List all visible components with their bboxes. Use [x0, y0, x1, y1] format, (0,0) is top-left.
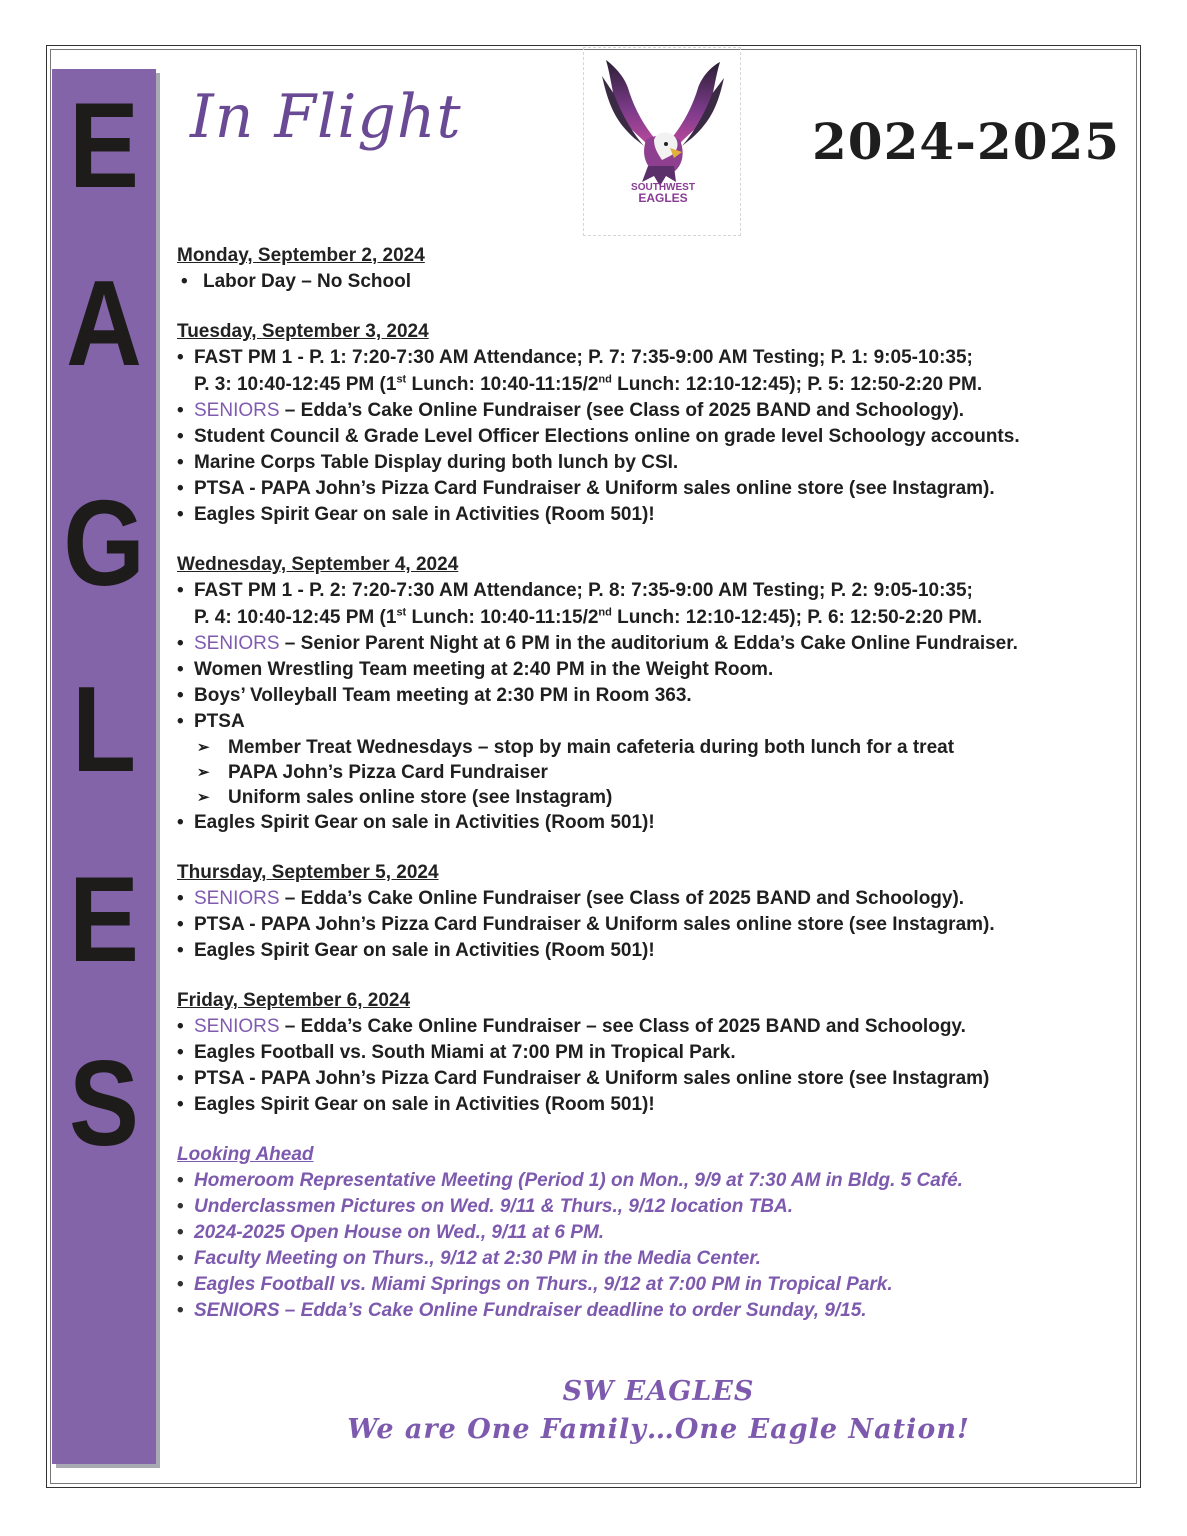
bullet-icon: •	[177, 504, 184, 525]
logo-frame	[583, 47, 741, 236]
eagle-logo-icon	[584, 48, 740, 235]
seniors-tag: SENIORS	[194, 1016, 280, 1037]
day-heading: Monday, September 2, 2024	[177, 245, 425, 266]
day-heading: Tuesday, September 3, 2024	[177, 321, 429, 342]
footer-title: SW EAGLES	[562, 1376, 755, 1407]
list-item: • Eagles Spirit Gear on sale in Activities (Room 501)!	[177, 938, 1127, 964]
list-item: • SENIORS – Edda’s Cake Online Fundraiser – see Class of 2025 BAND and Schoology.	[177, 1014, 1127, 1040]
list-item: • 2024-2025 Open House on Wed., 9/11 at 6 PM.	[177, 1220, 1127, 1246]
list-item: • PTSA - PAPA John’s Pizza Card Fundraiser & Uniform sales online store (see Instagram).	[177, 476, 1127, 502]
bullet-icon: •	[177, 1274, 184, 1295]
bullet-icon: •	[177, 1196, 184, 1217]
bullet-icon: •	[177, 1222, 184, 1243]
side-letter-s: S	[69, 1035, 139, 1171]
list-item: • PTSA	[177, 709, 1127, 735]
bullet-icon: •	[177, 711, 184, 732]
bullet-icon: •	[177, 1300, 184, 1321]
sub-list-item: ➢ Member Treat Wednesdays – stop by main cafeteria during both lunch for a treat	[197, 737, 955, 758]
bullet-icon: •	[177, 426, 184, 447]
list-item: • PTSA - PAPA John’s Pizza Card Fundraiser & Uniform sales online store (see Instagram)	[177, 1066, 1127, 1092]
bullet-icon: •	[177, 633, 184, 654]
logo-text-southwest: SOUTHWEST	[631, 182, 695, 193]
seniors-tag: SENIORS	[194, 633, 280, 654]
day-heading: Thursday, September 5, 2024	[177, 862, 439, 883]
day-monday	[177, 243, 1127, 295]
bullet-icon: •	[177, 685, 184, 706]
side-letter-a: A	[66, 255, 142, 391]
bullet-icon: •	[181, 271, 188, 292]
list-item: • Student Council & Grade Level Officer Elections online on grade level Schoology accounts.	[177, 424, 1127, 450]
list-item: • Eagles Spirit Gear on sale in Activities (Room 501)!	[177, 810, 1127, 836]
list-item: • Women Wrestling Team meeting at 2:40 PM in the Weight Room.	[177, 657, 1127, 683]
list-item: • Marine Corps Table Display during both lunch by CSI.	[177, 450, 1127, 476]
side-letter-e: E	[69, 851, 139, 987]
list-item: • Eagles Football vs. Miami Springs on Thurs., 9/12 at 7:00 PM in Tropical Park.	[177, 1272, 1127, 1298]
list-item: • Eagles Spirit Gear on sale in Activities (Room 501)!	[177, 502, 1127, 528]
seniors-tag: SENIORS	[194, 400, 280, 421]
bullet-icon: •	[177, 580, 184, 601]
list-item: • SENIORS – Edda’s Cake Online Fundraiser (see Class of 2025 BAND and Schoology).	[177, 398, 1127, 424]
day-wednesday	[177, 552, 1127, 836]
bullet-icon: •	[177, 1170, 184, 1191]
list-item-continuation: P. 4: 10:40-12:45 PM (1st Lunch: 10:40-11:15/2nd Lunch: 12:10-12:45); P. 6: 12:50-2:20 PM.	[194, 606, 983, 628]
bullet-icon: •	[177, 1094, 184, 1115]
sub-list-item: ➢ Uniform sales online store (see Instagram)	[197, 787, 613, 808]
list-item: • Labor Day – No School	[177, 269, 1127, 295]
day-heading: Friday, September 6, 2024	[177, 990, 411, 1011]
side-letter-e: E	[69, 77, 139, 213]
arrow-bullet-icon: ➢	[197, 739, 210, 756]
bullet-icon: •	[177, 1042, 184, 1063]
day-thursday	[177, 860, 1127, 964]
bullet-icon: •	[177, 659, 184, 680]
announcements	[177, 243, 1127, 1348]
side-letter-g: G	[63, 475, 145, 611]
footer-slogan: We are One Family…One Eagle Nation!	[347, 1414, 970, 1445]
bullet-icon: •	[177, 452, 184, 473]
logo-text-eagles: EAGLES	[638, 191, 688, 205]
list-item: • Homeroom Representative Meeting (Period 1) on Mon., 9/9 at 7:30 AM in Bldg. 5 Café.	[177, 1168, 1127, 1194]
looking-ahead	[177, 1142, 1127, 1324]
looking-ahead-heading: Looking Ahead	[177, 1144, 314, 1165]
day-friday	[177, 988, 1127, 1118]
list-item: • SENIORS – Senior Parent Night at 6 PM in the auditorium & Edda’s Cake Online Fundraiser.	[177, 631, 1127, 657]
day-tuesday	[177, 319, 1127, 528]
side-letter-l: L	[71, 661, 137, 797]
list-item: • PTSA - PAPA John’s Pizza Card Fundraiser & Uniform sales online store (see Instagram).	[177, 912, 1127, 938]
list-item: • Eagles Spirit Gear on sale in Activities (Room 501)!	[177, 1092, 1127, 1118]
bullet-icon: •	[177, 812, 184, 833]
list-item: • Eagles Football vs. South Miami at 7:00 PM in Tropical Park.	[177, 1040, 1127, 1066]
bullet-icon: •	[177, 940, 184, 961]
list-item: • Boys’ Volleyball Team meeting at 2:30 PM in Room 363.	[177, 683, 1127, 709]
list-item: • Underclassmen Pictures on Wed. 9/11 & Thurs., 9/12 location TBA.	[177, 1194, 1127, 1220]
arrow-bullet-icon: ➢	[197, 764, 210, 781]
school-year: 2024-2025	[812, 112, 1121, 171]
sub-list-item: ➢ PAPA John’s Pizza Card Fundraiser	[197, 762, 548, 783]
list-item-continuation: P. 3: 10:40-12:45 PM (1st Lunch: 10:40-11:15/2nd Lunch: 12:10-12:45); P. 5: 12:50-2:20 PM.	[194, 373, 983, 395]
list-item: • SENIORS – Edda’s Cake Online Fundraiser (see Class of 2025 BAND and Schoology).	[177, 886, 1127, 912]
bullet-icon: •	[177, 914, 184, 935]
newsletter-title: In Flight	[190, 82, 462, 152]
bullet-icon: •	[177, 478, 184, 499]
list-item: • Faculty Meeting on Thurs., 9/12 at 2:30 PM in the Media Center.	[177, 1246, 1127, 1272]
bullet-icon: •	[177, 1016, 184, 1037]
arrow-bullet-icon: ➢	[197, 789, 210, 806]
day-heading: Wednesday, September 4, 2024	[177, 554, 459, 575]
bullet-icon: •	[177, 347, 184, 368]
seniors-tag: SENIORS	[194, 888, 280, 909]
list-item: • FAST PM 1 - P. 2: 7:20-7:30 AM Attendance; P. 8: 7:35-9:00 AM Testing; P. 2: 9:05-10:35; P. 4: 10:40-12:45 PM (1st Lunch: 10:40-11:15/2nd Lunch: 12:10-12:45); P. 6: 12:50-2:20 PM.	[177, 578, 1127, 631]
bullet-icon: •	[177, 400, 184, 421]
bullet-icon: •	[177, 1248, 184, 1269]
list-item: • FAST PM 1 - P. 1: 7:20-7:30 AM Attendance; P. 7: 7:35-9:00 AM Testing; P. 1: 9:05-10:35; P. 3: 10:40-12:45 PM (1st Lunch: 10:40-11:15/2nd Lunch: 12:10-12:45); P. 5: 12:50-2:20 PM.	[177, 345, 1127, 398]
bullet-icon: •	[177, 888, 184, 909]
list-item: • SENIORS – Edda’s Cake Online Fundraiser deadline to order Sunday, 9/15.	[177, 1298, 1127, 1324]
bullet-icon: •	[177, 1068, 184, 1089]
